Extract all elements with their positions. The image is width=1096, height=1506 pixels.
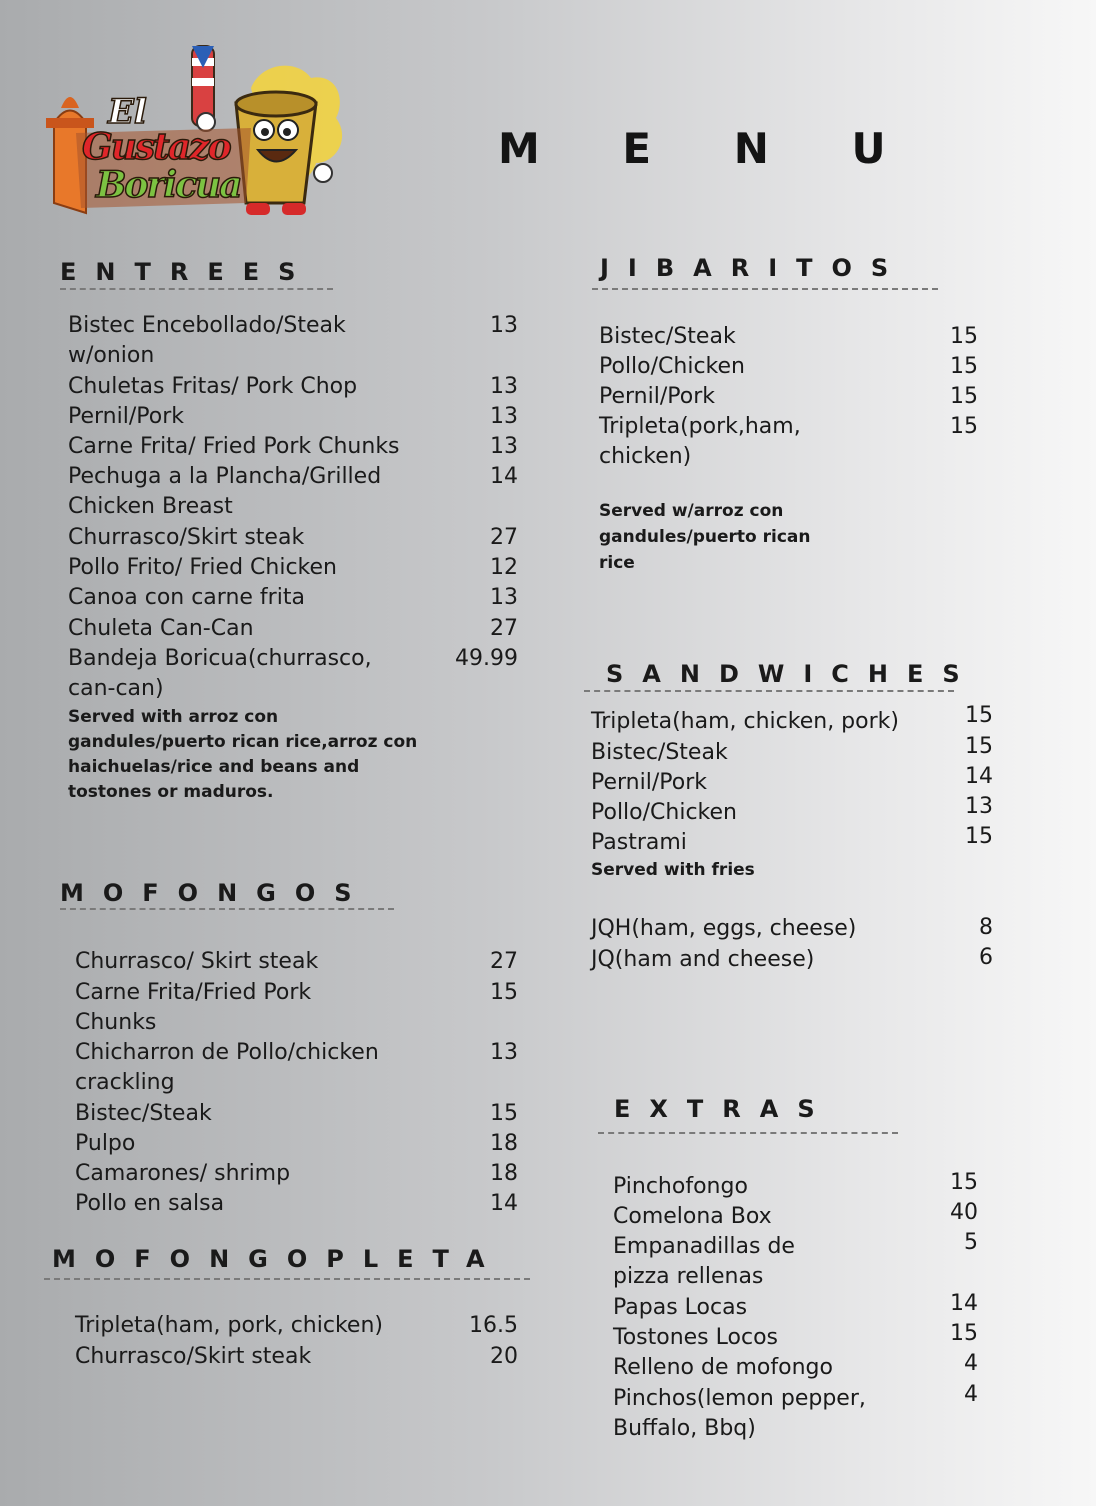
extra-item-price: 14 — [950, 1291, 978, 1316]
entree-item-price: 13 — [490, 434, 518, 459]
entree-item-name: Bandeja Boricua(churrasco, can-can) — [68, 646, 372, 701]
jibarito-item-name: Pernil/Pork — [599, 384, 715, 409]
mofongos-heading: MOFONGOS — [60, 879, 371, 907]
entree-item-price: 49.99 — [455, 646, 518, 671]
entrees-heading: ENTREES — [60, 258, 315, 286]
sandwich-item-name: Pollo/Chicken — [591, 800, 737, 825]
sandwich-item-price: 13 — [965, 794, 993, 819]
extras-divider — [598, 1132, 898, 1134]
entree-item-price: 27 — [490, 616, 518, 641]
mofongopleta-item-name: Churrasco/Skirt steak — [75, 1344, 312, 1369]
extras-heading: EXTRAS — [614, 1095, 834, 1123]
entree-item-name: Pechuga a la Plancha/Grilled Chicken Breast — [68, 464, 382, 519]
sandwich-item-name: Bistec/Steak — [591, 740, 728, 765]
extra-item-name: Tostones Locos — [613, 1325, 778, 1350]
mofongo-item-name: Pulpo — [75, 1131, 136, 1156]
entree-item-price: 27 — [490, 525, 518, 550]
sandwich-extra-item-price: 6 — [979, 945, 993, 970]
sandwich-item-name: Pastrami — [591, 830, 687, 855]
sandwiches-note: Served with fries — [591, 860, 755, 880]
entree-item-name: Chuletas Fritas/ Pork Chop — [68, 374, 358, 399]
mofongo-item-name: Carne Frita/Fried Pork Chunks — [75, 980, 312, 1035]
extra-item-price: 4 — [964, 1351, 978, 1376]
entree-item-price: 13 — [490, 585, 518, 610]
mofongo-item-price: 15 — [490, 1101, 518, 1126]
extra-item-name: Pinchos(lemon pepper, Buffalo, Bbq) — [613, 1386, 866, 1441]
jibaritos-note: Served w/arroz con gandules/puerto rican rice — [599, 501, 811, 573]
mofongo-item-name: Pollo en salsa — [75, 1191, 225, 1216]
logo-word-boricua: Boricua — [96, 164, 241, 206]
extra-item-price: 15 — [950, 1170, 978, 1195]
sandwich-item-price: 15 — [965, 734, 993, 759]
entree-item-name: Pollo Frito/ Fried Chicken — [68, 555, 337, 580]
entree-item-name: Carne Frita/ Fried Pork Chunks — [68, 434, 400, 459]
entree-item-price: 13 — [490, 374, 518, 399]
entree-item-price: 14 — [490, 464, 518, 489]
mofongopleta-item-price: 20 — [490, 1344, 518, 1369]
mofongopleta-item-price: 16.5 — [469, 1313, 518, 1338]
extra-item-price: 5 — [964, 1230, 978, 1255]
entree-item-price: 12 — [490, 555, 518, 580]
entrees-note: Served with arroz con gandules/puerto rican rice,arroz con haichuelas/rice and beans and tostones or maduros. — [68, 707, 418, 802]
jibaritos-divider — [592, 288, 938, 290]
mofongo-item-name: Bistec/Steak — [75, 1101, 212, 1126]
sandwiches-heading: SANDWICHES — [606, 660, 979, 688]
mofongo-item-price: 13 — [490, 1040, 518, 1065]
sandwich-item-price: 15 — [965, 824, 993, 849]
entrees-divider — [60, 288, 333, 290]
mofongo-item-name: Camarones/ shrimp — [75, 1161, 291, 1186]
mofongo-item-price: 14 — [490, 1191, 518, 1216]
mofongo-item-name: Churrasco/ Skirt steak — [75, 949, 319, 974]
sandwich-extra-item-name: JQ(ham and cheese) — [591, 947, 815, 972]
extra-item-name: Pinchofongo — [613, 1174, 748, 1199]
jibarito-item-price: 15 — [950, 414, 978, 439]
sandwich-item-name: Tripleta(ham, chicken, pork) — [591, 709, 899, 734]
jibarito-item-name: Tripleta(pork,ham, chicken) — [599, 414, 801, 469]
mofongos-divider — [60, 908, 394, 910]
sandwich-item-price: 15 — [965, 703, 993, 728]
jibarito-item-price: 15 — [950, 354, 978, 379]
entree-item-name: Canoa con carne frita — [68, 585, 305, 610]
jibaritos-heading: JIBARITOS — [600, 254, 908, 282]
mofongopleta-heading: MOFONGOPLETA — [52, 1245, 504, 1273]
extra-item-name: Relleno de mofongo — [613, 1355, 833, 1380]
entree-item-name: Chuleta Can-Can — [68, 616, 254, 641]
extra-item-name: Papas Locas — [613, 1295, 748, 1320]
logo-word-gustazo: Gustazo — [82, 126, 230, 168]
entree-item-name: Pernil/Pork — [68, 404, 184, 429]
mofongo-item-name: Chicharron de Pollo/chicken crackling — [75, 1040, 379, 1095]
jibarito-item-price: 15 — [950, 324, 978, 349]
sandwich-item-name: Pernil/Pork — [591, 770, 707, 795]
logo-word-el: El — [108, 92, 147, 132]
mofongo-item-price: 15 — [490, 980, 518, 1005]
mofongo-item-price: 27 — [490, 949, 518, 974]
sandwich-extra-item-name: JQH(ham, eggs, cheese) — [591, 916, 857, 941]
entree-item-price: 13 — [490, 313, 518, 338]
extra-item-name: Comelona Box — [613, 1204, 772, 1229]
entree-item-name: Churrasco/Skirt steak — [68, 525, 305, 550]
jibarito-item-name: Pollo/Chicken — [599, 354, 745, 379]
restaurant-logo — [46, 38, 346, 223]
jibarito-item-price: 15 — [950, 384, 978, 409]
mofongo-item-price: 18 — [490, 1131, 518, 1156]
page-title: M E N U — [498, 124, 920, 173]
sandwiches-divider — [584, 690, 954, 692]
extra-item-price: 4 — [964, 1382, 978, 1407]
sandwich-item-price: 14 — [965, 764, 993, 789]
extra-item-price: 40 — [950, 1200, 978, 1225]
entree-item-price: 13 — [490, 404, 518, 429]
entree-item-name: Bistec Encebollado/Steak w/onion — [68, 313, 346, 368]
jibarito-item-name: Bistec/Steak — [599, 324, 736, 349]
extra-item-price: 15 — [950, 1321, 978, 1346]
mofongopleta-divider — [44, 1278, 530, 1280]
mofongopleta-item-name: Tripleta(ham, pork, chicken) — [75, 1313, 383, 1338]
sandwich-extra-item-price: 8 — [979, 915, 993, 940]
mofongo-item-price: 18 — [490, 1161, 518, 1186]
extra-item-name: Empanadillas de pizza rellenas — [613, 1234, 795, 1289]
